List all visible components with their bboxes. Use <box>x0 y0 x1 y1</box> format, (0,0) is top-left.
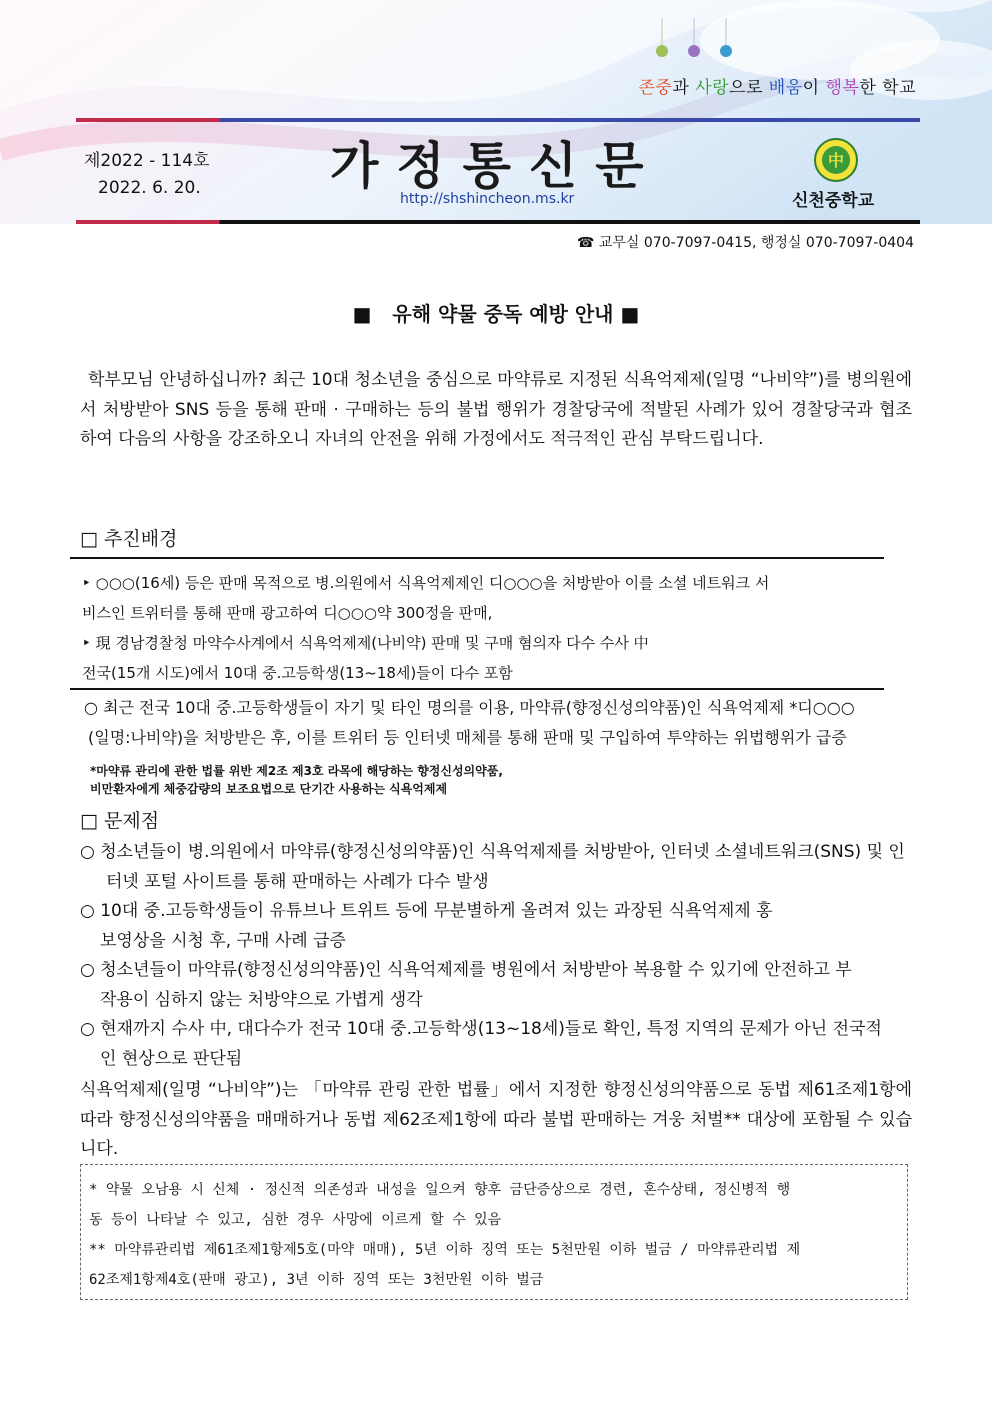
list-item-line: 보영상을 시청 후, 구매 사례 급증 <box>100 930 346 951</box>
list-item-line: ○ 10대 중.고등학생들이 유튜브나 트위트 등에 무분별하게 올려져 있는 과장된 식욕억제제 홍 <box>80 901 773 921</box>
note-line: 동 등이 나타날 수 있고, 심한 경우 사망에 이르게 할 수 있음 <box>89 1212 502 1228</box>
list-item-line: ○ 청소년들이 마약류(향정신성의약품)인 식욕억제제를 병원에서 처방받아 복용할 수 있기에 안전하고 부 <box>80 960 852 980</box>
issue-date: 2022. 6. 20. <box>98 178 201 198</box>
list-item <box>80 1015 916 1074</box>
list-item-line: 터넷 포털 사이트를 통해 판매하는 사례가 다수 발생 <box>106 871 489 892</box>
box-line: ‣ 現 경남경찰청 마약수사계에서 식욕억제제(나비약) 판매 및 구매 혐의자 다수 수사 中 <box>82 634 649 652</box>
list-item <box>80 838 916 897</box>
page-title: 가정통신문 <box>330 137 662 195</box>
slogan-part: 한 학교 <box>859 78 916 98</box>
svg-text:中: 中 <box>827 151 845 170</box>
school-slogan <box>638 73 916 98</box>
issue-number: 제2022 - 114호 <box>84 151 210 171</box>
slogan-part: 배움 <box>768 78 803 98</box>
list-item <box>80 956 916 1015</box>
slogan-part: 과 <box>672 78 696 98</box>
note-line: 62조제1항제4호(판매 광고), 3년 이하 징역 또는 3천만원 이하 벌금 <box>89 1272 544 1288</box>
contact-phone <box>577 232 914 252</box>
slogan-part: 이 <box>802 78 826 98</box>
background-bullet-line: (일명:나비약)을 처방받은 후, 이를 트위터 등 인터넷 매체를 통해 판매 및 구입하여 투약하는 위법행위가 급증 <box>88 728 847 747</box>
box-line: 전국(15개 시도)에서 10대 중.고등학생(13~18세)들이 다수 포함 <box>82 664 513 682</box>
slogan-part: 으로 <box>729 78 769 98</box>
list-item-line: 작용이 심하지 않는 처방약으로 가볍게 생각 <box>100 989 423 1010</box>
box-line: ‣ ○○○(16세) 등은 판매 목적으로 병.의원에서 식욕억제제인 디○○○을 처방받아 이를 소셜 네트워크 서 <box>82 574 770 592</box>
document-title: ■ 유해 약물 중독 예방 안내 ■ <box>352 302 640 326</box>
intro-paragraph: 학부모님 안녕하십니까? 최근 10대 청소년을 중심으로 마약류로 지정된 식욕억제제(일명 “나비약”)를 병의원에서 처방받아 SNS 등을 통해 판매 · 구매하는 등의 불법 행위가 경찰당국에 적발된 사례가 있어 경찰당국과 협조하여 다음의 사항을 강조하오니 자녀의 안전을 위해 가정에서도 적극적인 관심 부탁드립니다. <box>80 370 912 449</box>
phone-icon: ☎ <box>576 235 595 251</box>
phone-numbers: 교무실 070-7097-0415, 행정실 070-7097-0404 <box>598 235 914 251</box>
note-line: ** 마약류관리법 제61조제1항제5호(마약 매매), 5년 이하 징역 또는 5천만원 이하 벌금 / 마약류관리법 제 <box>89 1242 801 1258</box>
closing-paragraph: 식욕억제제(일명 “나비약”)는 「마약류 관링 관한 법률」에서 지정한 향정신성의약품으로 동법 제61조제1항에 따라 향정신성의약품을 매매하거나 동법 제62조제1항에 따라 불법 판매하는 겨웅 처벌** 대상에 포함될 수 있습니다. <box>80 1080 912 1159</box>
school-name: 신천중학교 <box>792 191 875 211</box>
list-item-line: 인 현상으로 판단됨 <box>100 1048 243 1069</box>
list-item-line: ○ 현재까지 수사 中, 대다수가 전국 10대 중.고등학생(13~18세)들로 확인, 특정 지역의 문제가 아닌 전국적 <box>80 1019 882 1039</box>
problems-list <box>80 838 916 1074</box>
box-line: 비스인 트위터를 통해 판매 광고하여 디○○○약 300정을 판매, <box>82 604 493 622</box>
header-bottom-bar <box>76 220 920 224</box>
slogan-part: 존중 <box>638 78 673 98</box>
list-item-line: ○ 청소년들이 병.의원에서 마약류(향정신성의약품)인 식욕억제제를 처방받아, 인터넷 소셜네트워크(SNS) 및 인 <box>80 842 905 862</box>
divider <box>70 557 884 559</box>
footnote: *마약류 관리에 관한 법률 위반 제2조 제3호 라목에 해당하는 향정신성의약품, <box>90 764 503 778</box>
footnote: 비만환자에게 체중감량의 보조요법으로 단기간 사용하는 식욕억제제 <box>90 782 448 796</box>
slogan-part: 사랑 <box>695 78 730 98</box>
school-url-link[interactable]: http://shshincheon.ms.kr <box>400 191 575 207</box>
section-heading-problems: □ 문제점 <box>80 810 160 832</box>
penalty-notes-box <box>80 1164 908 1300</box>
three-dots-decoration-icon <box>652 18 742 63</box>
background-bullet-line: ○ 최근 전국 10대 중.고등학생들이 자기 및 타인 명의를 이용, 마약류(향정신성의약품)인 식욕억제제 *디○○○ <box>84 698 855 717</box>
header-top-bar <box>76 118 920 122</box>
slogan-part: 행복 <box>825 78 860 98</box>
section-heading-background: □ 추진배경 <box>80 528 178 550</box>
list-item <box>80 897 916 956</box>
note-line: * 약물 오남용 시 신체 · 정신적 의존성과 내성을 일으켜 향후 금단증상으로 경련, 혼수상태, 정신병적 행 <box>89 1182 791 1198</box>
school-emblem-icon <box>814 138 858 182</box>
background-box <box>82 572 892 692</box>
divider <box>70 688 884 690</box>
